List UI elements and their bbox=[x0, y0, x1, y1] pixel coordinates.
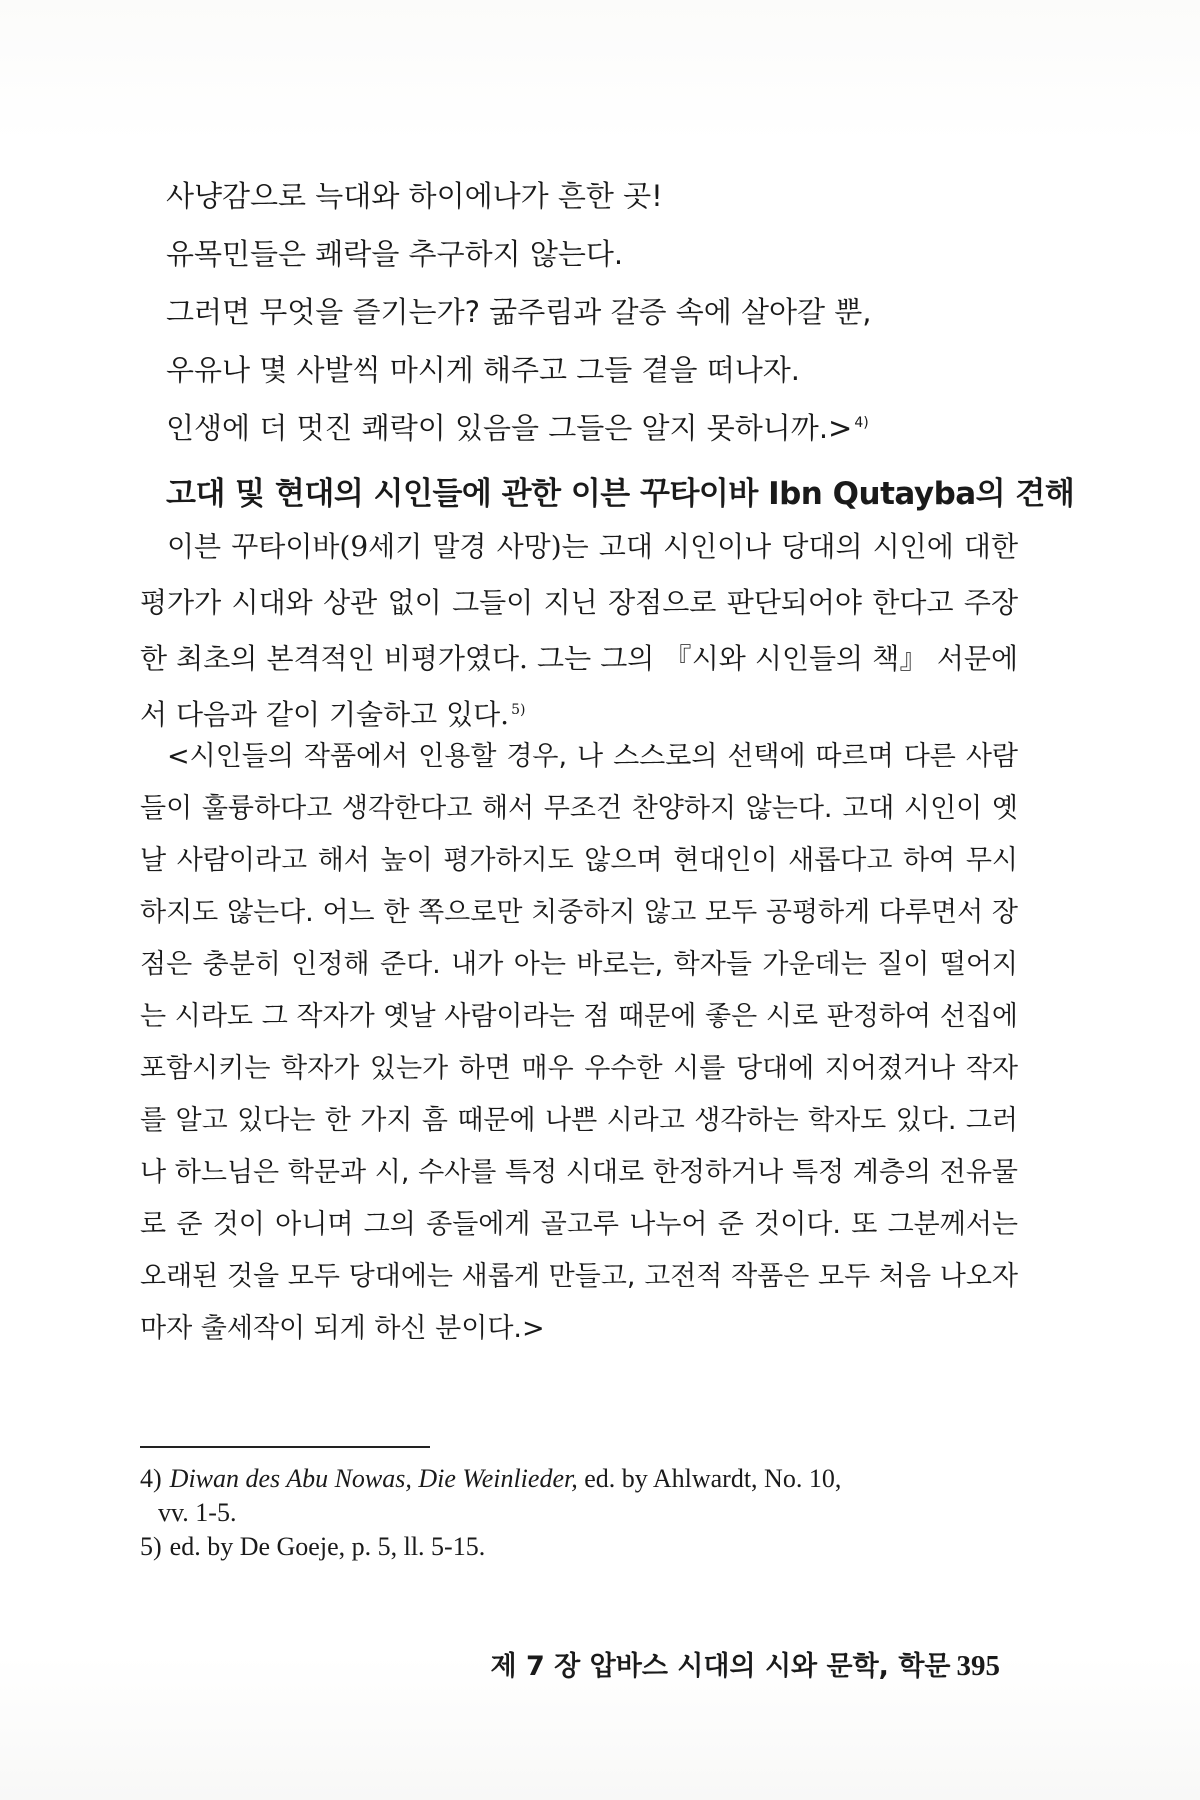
running-footer bbox=[491, 1644, 1001, 1683]
body-paragraph bbox=[140, 519, 1018, 743]
verse-line: 우유나 몇 사발씩 마시게 해주고 그들 곁을 떠나자. bbox=[166, 353, 801, 387]
footnote-continuation: vv. 1-5. bbox=[158, 1498, 237, 1527]
footnotes bbox=[140, 1462, 1020, 1564]
block-quote: <시인들의 작품에서 인용할 경우, 나 스스로의 선택에 따르며 다른 사람들이 훌륭하다고 생각한다고 해서 무조건 찬양하지 않는다. 고대 시인이 옛날 사람이라고 해서 높이 평가하지도 않으며 현대인이 새롭다고 하여 무시하지도 않는다. 어느 한 쪽으로만 치중하지 않고 모두 공평하게 다루면서 장점은 충분히 인정해 준다. 내가 아는 바로는, 학자들 가운데는 질이 떨어지는 시라도 그 작자가 옛날 사람이라는 점 때문에 좋은 시로 판정하여 선집에 포함시키는 학자가 있는가 하면 매우 우수한 시를 당대에 지어졌거나 작자를 알고 있다는 한 가지 흠 때문에 나쁜 시라고 생각하는 학자도 있다. 그러나 하느님은 학문과 시, 수사를 특정 시대로 한정하거나 특정 계층의 전유물로 준 것이 아니며 그의 종들에게 골고루 나누어 준 것이다. 또 그분께서는 오래된 것을 모두 당대에는 새롭게 만들고, 고전적 작품은 모두 처음 나오자마자 출세작이 되게 하신 분이다.> bbox=[140, 741, 1018, 1344]
footnote-number: 4) bbox=[140, 1464, 162, 1493]
verse-quote bbox=[166, 167, 1046, 457]
footnote-5 bbox=[140, 1530, 1020, 1564]
footnote-title: Diwan des Abu Nowas, Die Weinlieder, bbox=[169, 1464, 578, 1493]
verse-line: 그러면 무엇을 즐기는가? 굶주림과 갈증 속에 살아갈 뿐, bbox=[166, 295, 872, 329]
section-heading: 고대 및 현대의 시인들에 관한 이븐 꾸타이바 Ibn Qutayba의 견해 bbox=[166, 476, 1075, 512]
verse-line bbox=[166, 399, 1046, 457]
paragraph-text: 이븐 꾸타이바(9세기 말경 사망)는 고대 시인이나 당대의 시인에 대한 평가가 시대와 상관 없이 그들이 지닌 장점으로 판단되어야 한다고 주장한 최초의 본격적인 비평가였다. 그는 그의 『시와 시인들의 책』 서문에서 다음과 같이 기술하고 있다. bbox=[140, 530, 1018, 731]
verse-line-text: 인생에 더 멋진 쾌락이 있음을 그들은 알지 못하니까.> bbox=[166, 411, 853, 445]
page-number: 395 bbox=[956, 1650, 1000, 1682]
footnote-ref-4[interactable]: 4) bbox=[854, 415, 869, 432]
footnote-ref-5[interactable]: 5) bbox=[511, 701, 526, 718]
footnote-number: 5) bbox=[140, 1532, 162, 1561]
footnote-text: ed. by De Goeje, p. 5, ll. 5-15. bbox=[169, 1532, 486, 1561]
footnote-4 bbox=[140, 1462, 1020, 1530]
verse-line: 사냥감으로 늑대와 하이에나가 흔한 곳! bbox=[166, 179, 663, 213]
footnote-text: ed. by Ahlwardt, No. 10, bbox=[577, 1464, 842, 1493]
footnote-divider bbox=[140, 1446, 430, 1448]
verse-line: 유목민들은 쾌락을 추구하지 않는다. bbox=[166, 237, 624, 271]
chapter-title: 제 7 장 압바스 시대의 시와 문학, 학문 bbox=[490, 1651, 951, 1682]
